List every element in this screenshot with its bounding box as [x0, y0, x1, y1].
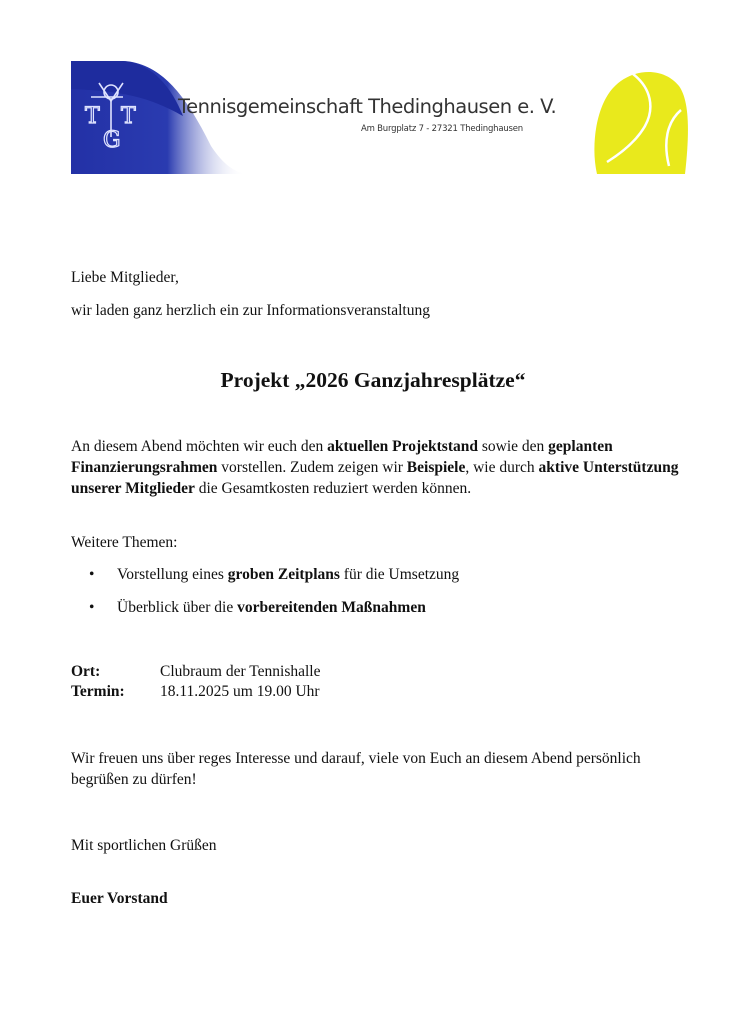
topic-item — [89, 564, 459, 585]
event-title: Projekt „2026 Ganzjahresplätze“ — [220, 368, 526, 392]
topic-text: für die Umsetzung — [339, 566, 460, 583]
bullet-icon: • — [89, 566, 95, 583]
topic-highlight: vorbereitenden Maßnahmen — [237, 599, 426, 616]
topic-highlight: groben Zeitplans — [227, 566, 340, 583]
svg-text:T: T — [85, 104, 100, 129]
club-address: Am Burgplatz 7 - 27321 Thedinghausen — [360, 124, 523, 134]
para-highlight: aktuellen Projektstand — [327, 438, 478, 455]
topics-heading: Weitere Themen: — [71, 534, 178, 551]
signoff-line: Mit sportlichen Grüßen — [71, 837, 217, 854]
svg-text:T: T — [121, 104, 136, 129]
club-name: Tennisgemeinschaft Thedinghausen e. V. — [178, 95, 557, 118]
place-label: Ort: — [71, 663, 101, 680]
para-highlight: Beispiele — [406, 459, 466, 476]
para-text: , wie durch — [465, 459, 539, 476]
topic-text: Überblick über die — [117, 599, 238, 616]
para-text: An diesem Abend möchten wir euch den — [71, 438, 328, 455]
letter-greeting: Liebe Mitglieder, — [71, 269, 179, 286]
svg-text:G: G — [103, 128, 121, 153]
tennis-ball-icon — [593, 70, 689, 174]
invitation-line: wir laden ganz herzlich ein zur Informationsveranstaltung — [71, 302, 430, 319]
closing-paragraph: Wir freuen uns über reges Interesse und darauf, viele von Euch an diesem Abend persönlich begrüßen zu dürfen! — [71, 750, 641, 788]
para-highlight: geplanten Finanzierungsrahmen — [71, 438, 613, 476]
para-text: vorstellen. Zudem zeigen wir — [217, 459, 407, 476]
club-header — [71, 61, 557, 174]
topic-item — [89, 597, 426, 618]
para-text: sowie den — [477, 438, 549, 455]
date-value: 18.11.2025 um 19.00 Uhr — [160, 683, 320, 700]
para-highlight: aktive Unterstützung unserer Mitglieder — [71, 459, 679, 497]
date-label: Termin: — [71, 683, 125, 700]
intro-paragraph — [71, 436, 691, 499]
signature: Euer Vorstand — [71, 890, 168, 907]
para-text: die Gesamtkosten reduziert werden können. — [194, 480, 472, 497]
place-value: Clubraum der Tennishalle — [160, 663, 321, 680]
bullet-icon: • — [89, 599, 95, 616]
topic-text: Vorstellung eines — [117, 566, 228, 583]
